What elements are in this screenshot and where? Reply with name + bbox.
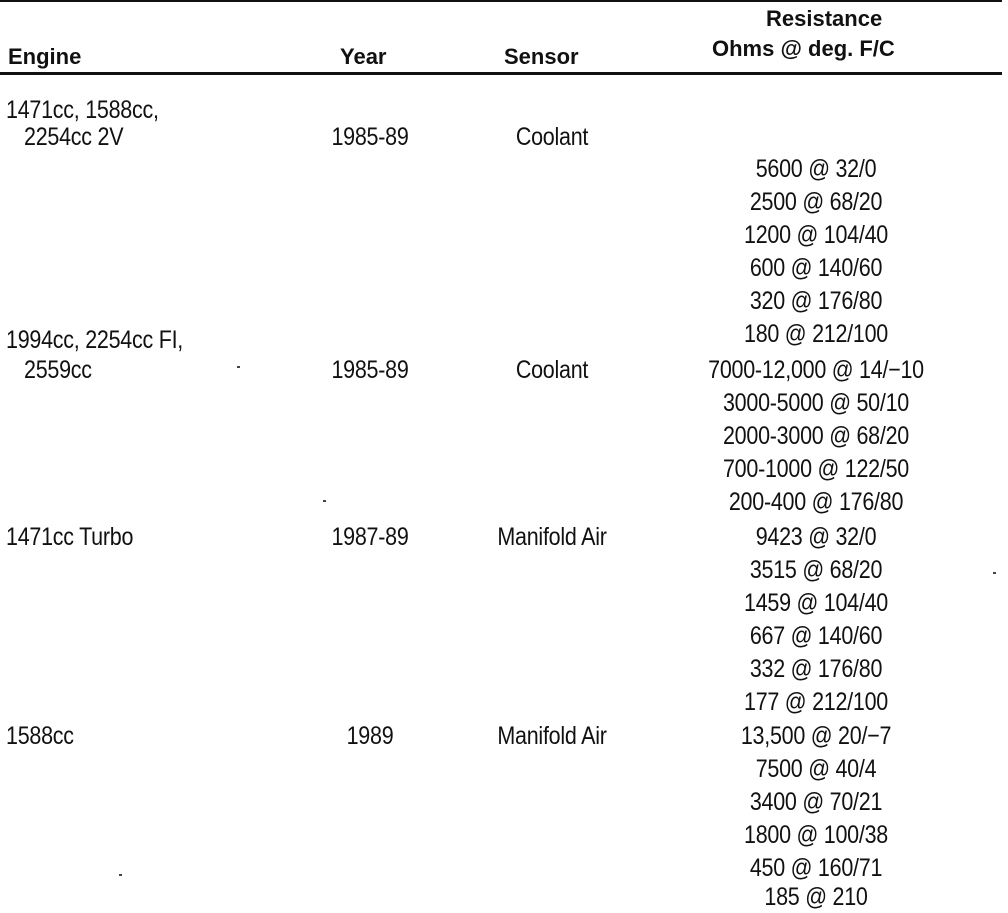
row4-sensor: Manifold Air (497, 722, 607, 750)
row4-resistance-2: 7500 @ 40/4 (755, 755, 877, 783)
row1-engine-line2: 2254cc 2V (24, 123, 124, 151)
row3-engine-line1: 1471cc Turbo (6, 523, 134, 551)
row2-resistance-4: 700-1000 @ 122/50 (722, 455, 910, 483)
row4-resistance-1: 13,500 @ 20/−7 (740, 722, 892, 750)
row3-resistance-5: 332 @ 176/80 (749, 655, 883, 683)
header-year: Year (340, 44, 387, 69)
row3-resistance-3: 1459 @ 104/40 (743, 589, 888, 617)
row2-resistance-5: 200-400 @ 176/80 (728, 488, 904, 516)
row3-resistance-1: 9423 @ 32/0 (755, 523, 877, 551)
row1-year: 1985-89 (331, 123, 409, 151)
row1-sensor: Coolant (515, 123, 589, 151)
row4-resistance-6: 185 @ 210 (764, 883, 868, 911)
row1-resistance-5: 320 @ 176/80 (749, 287, 883, 315)
row1-resistance-2: 2500 @ 68/20 (749, 188, 883, 216)
row4-year: 1989 (346, 722, 394, 750)
row3-resistance-6: 177 @ 212/100 (743, 688, 888, 716)
row3-year: 1987-89 (331, 523, 409, 551)
row4-resistance-3: 3400 @ 70/21 (749, 788, 883, 816)
row2-resistance-2: 3000-5000 @ 50/10 (722, 389, 910, 417)
row1-resistance-1: 5600 @ 32/0 (755, 155, 877, 183)
row4-resistance-4: 1800 @ 100/38 (743, 821, 888, 849)
header-sensor: Sensor (504, 44, 579, 69)
scan-speck (323, 500, 326, 502)
row2-engine-line1: 1994cc, 2254cc FI, (6, 326, 184, 354)
row2-resistance-1: 7000-12,000 @ 14/−10 (708, 356, 924, 384)
row1-resistance-6: 180 @ 212/100 (743, 320, 888, 348)
scan-speck (993, 572, 996, 574)
row3-sensor: Manifold Air (497, 523, 607, 551)
table-top-rule (0, 0, 1002, 2)
scan-speck (237, 366, 240, 368)
row1-resistance-3: 1200 @ 104/40 (743, 221, 888, 249)
row1-engine-line1: 1471cc, 1588cc, (6, 96, 159, 124)
header-engine: Engine (8, 44, 82, 69)
row2-year: 1985-89 (331, 356, 409, 384)
row4-engine-line1: 1588cc (6, 722, 74, 750)
row2-engine-line2: 2559cc (24, 356, 92, 384)
row1-resistance-4: 600 @ 140/60 (749, 254, 883, 282)
row2-resistance-3: 2000-3000 @ 68/20 (722, 422, 910, 450)
row3-resistance-4: 667 @ 140/60 (749, 622, 883, 650)
row4-resistance-5: 450 @ 160/71 (749, 854, 883, 882)
header-resistance: Resistance (766, 6, 883, 31)
row2-sensor: Coolant (515, 356, 589, 384)
header-resistance-units: Ohms @ deg. F/C (712, 36, 895, 61)
row3-resistance-2: 3515 @ 68/20 (749, 556, 883, 584)
header-rule (0, 72, 1002, 75)
scan-speck (119, 874, 122, 876)
